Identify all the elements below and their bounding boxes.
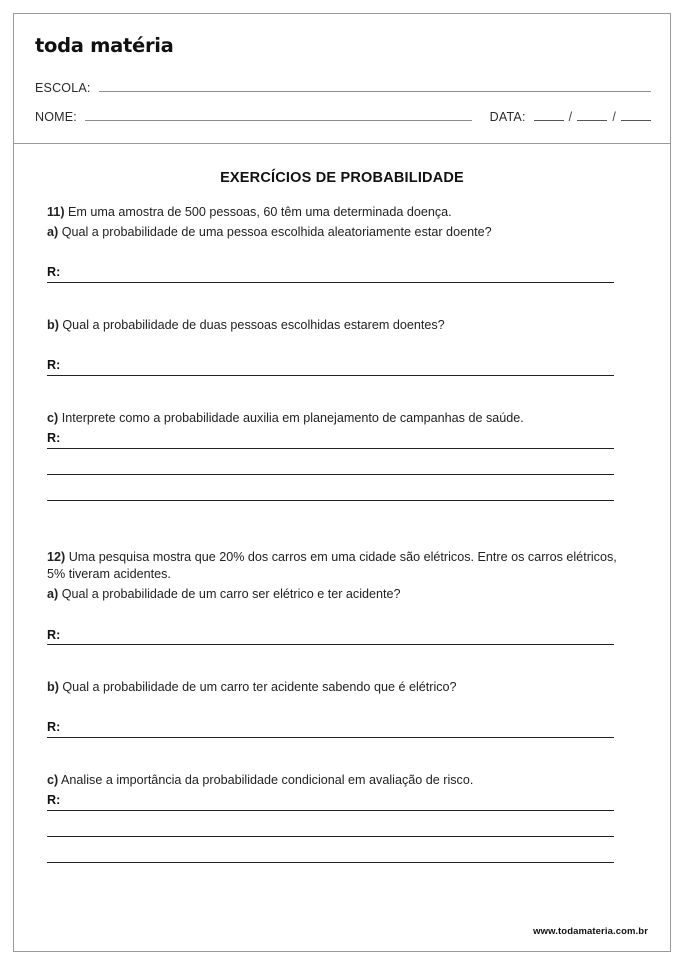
answer-block — [36, 792, 648, 863]
spacer — [36, 699, 648, 719]
spacer — [36, 501, 648, 535]
spacer — [36, 244, 648, 264]
answer-block — [36, 719, 648, 738]
item-text: Qual a probabilidade de um carro ser elétrico e ter acidente? — [61, 587, 401, 602]
item-letter: b) — [47, 680, 59, 695]
spacer — [36, 606, 648, 626]
answer-extra-line[interactable] — [47, 837, 614, 863]
item-letter: c) — [47, 410, 59, 425]
item-text: Qual a probabilidade de um carro ter acidente sabendo que é elétrico? — [62, 680, 457, 695]
answer-input[interactable] — [47, 792, 614, 811]
answer-label: R: — [47, 265, 61, 280]
data-year-input[interactable] — [621, 109, 651, 121]
answer-label: R: — [47, 358, 61, 373]
nome-field-row — [35, 109, 651, 124]
answer-input[interactable] — [47, 719, 614, 738]
item-text: Interprete como a probabilidade auxilia em planejamento de campanhas de saúde. — [61, 410, 524, 425]
spacer — [36, 738, 648, 772]
answer-label: R: — [47, 627, 61, 642]
data-month-input[interactable] — [577, 109, 607, 121]
footer-url: www.todamateria.com.br — [533, 926, 648, 937]
answer-input[interactable] — [47, 430, 614, 449]
spacer — [36, 645, 648, 679]
escola-label: ESCOLA: — [35, 81, 91, 95]
data-field-group — [490, 109, 651, 124]
date-separator-1: / — [568, 110, 573, 124]
date-separator-2: / — [612, 110, 616, 124]
question-item — [36, 410, 648, 428]
item-letter: c) — [47, 773, 59, 787]
question-item — [36, 772, 648, 790]
item-letter: a) — [47, 224, 59, 239]
answer-block — [36, 357, 648, 376]
question-number: 11) — [47, 205, 65, 219]
answer-block — [36, 264, 648, 283]
question-stem — [36, 549, 648, 585]
answer-label: R: — [47, 720, 61, 735]
escola-input[interactable] — [99, 80, 651, 92]
answer-input[interactable] — [47, 626, 614, 645]
spacer — [36, 337, 648, 357]
spacer — [36, 283, 648, 317]
answer-extra-line[interactable] — [47, 449, 614, 475]
answer-block — [36, 626, 648, 645]
question-stem-text: Uma pesquisa mostra que 20% dos carros em uma cidade são elétricos. Entre os carros elétricos, 5% tiveram acidentes. — [47, 549, 617, 582]
answer-input[interactable] — [47, 264, 614, 283]
item-text: Qual a probabilidade de uma pessoa escolhida aleatoriamente estar doente? — [61, 224, 492, 239]
spacer — [36, 376, 648, 410]
worksheet-page — [13, 13, 671, 952]
question-stem — [36, 204, 648, 222]
worksheet-header — [14, 14, 670, 144]
answer-extra-line[interactable] — [47, 811, 614, 837]
page-title: EXERCÍCIOS DE PROBABILIDADE — [220, 170, 464, 186]
answer-label: R: — [47, 430, 61, 445]
question-item — [36, 679, 648, 697]
nome-label: NOME: — [35, 110, 77, 124]
question-stem-text: Em uma amostra de 500 pessoas, 60 têm uma determinada doença. — [68, 205, 452, 219]
question-item — [36, 586, 648, 604]
answer-input[interactable] — [47, 357, 614, 376]
answer-label: R: — [47, 793, 61, 808]
nome-input[interactable] — [85, 109, 472, 121]
answer-block — [36, 430, 648, 501]
escola-field-row — [35, 80, 651, 95]
question-item — [36, 224, 648, 242]
item-text: Qual a probabilidade de duas pessoas escolhidas estarem doentes? — [62, 317, 445, 332]
data-label: DATA: — [489, 110, 526, 124]
data-day-input[interactable] — [534, 109, 564, 121]
question-number: 12) — [47, 549, 66, 564]
item-letter: a) — [47, 587, 59, 602]
item-letter: b) — [47, 317, 59, 332]
spacer — [36, 535, 648, 549]
answer-extra-line[interactable] — [47, 475, 614, 501]
item-text: Analise a importância da probabilidade condicional em avaliação de risco. — [61, 773, 474, 787]
brand-logo: toda matéria — [35, 34, 174, 57]
worksheet-body — [14, 170, 670, 863]
question-item — [36, 317, 648, 335]
